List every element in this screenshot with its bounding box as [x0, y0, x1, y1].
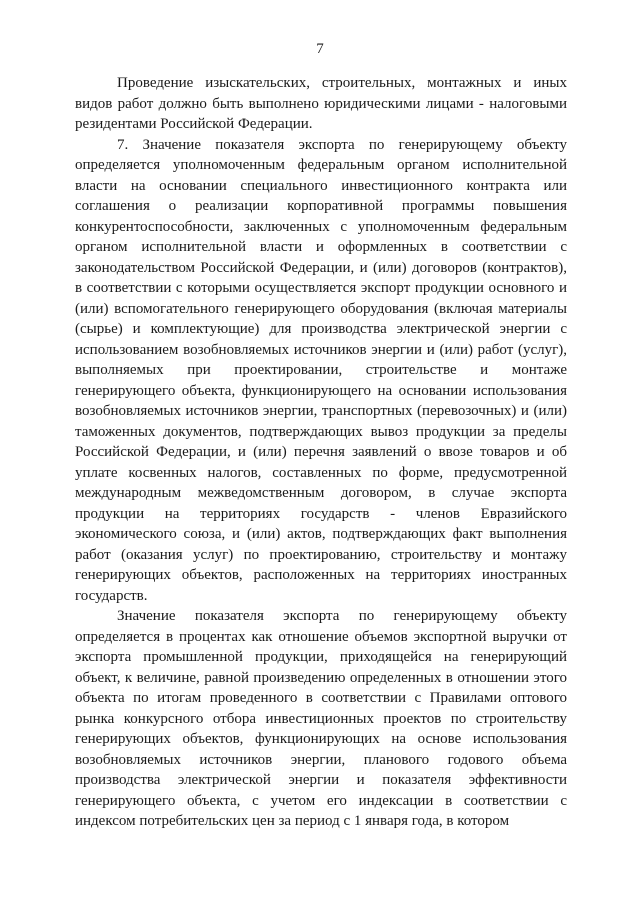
page-number: 7 — [316, 41, 324, 57]
paragraph-export-indicator: Значение показателя экспорта по генерирующему объекту определяется в процентах как отношение объемов экспортной выручки от экспорта промышленной продукции, приходящейся на генерирующий объект, к величине, равной произведению определенных в отношении этого объекта по итогам проведенного в соответствии с Правилами оптового рынка конкурсного отбора инвестиционных проектов по строительству генерирующих объектов, функционирующих на основе использования возобновляемых источников энергии, планового годового объема производства электрической энергии и показателя эффективности генерирующего объекта, с учетом его индексации в соответствии с индексом потребительских цен за период с 1 января года, в котором — [75, 608, 567, 829]
paragraph-contractors: Проведение изыскательских, строительных, монтажных и иных видов работ должно быть выполнено юридическими лицами - налоговыми резидентами Российской Федерации. — [75, 75, 567, 132]
body-text — [75, 73, 567, 832]
paragraph-item-7: 7. Значение показателя экспорта по генерирующему объекту определяется уполномоченным федеральным органом исполнительной власти на основании специального инвестиционного контракта или соглашения о реализации корпоративной программы повышения конкурентоспособности, заключенных с уполномоченным федеральным органом исполнительной власти и оформленных в соответствии с законодательством Российской Федерации, и (или) договоров (контрактов), в соответствии с которыми осуществляется экспорт продукции основного и (или) вспомогательного генерирующего оборудования (включая материалы (сырье) и комплектующие) для производства электрической энергии с использованием возобновляемых источников энергии и (или) работ (услуг), выполняемых при проектировании, строительстве и монтаже генерирующего объекта, функционирующего на основании использования возобновляемых источников энергии, транспортных (перевозочных) и (или) таможенных документов, подтверждающих вывоз продукции за пределы Российской Федерации, и (или) перечня заявлений о ввозе товаров и об уплате косвенных налогов, составленных по форме, предусмотренной международным межведомственным договором, в случае экспорта продукции на территориях государств - членов Евразийского экономического союза, и (или) актов, подтверждающих факт выполнения работ (оказания услуг) по проектированию, строительству и монтажу генерирующих объектов, расположенных на территориях иностранных государств. — [75, 136, 567, 604]
